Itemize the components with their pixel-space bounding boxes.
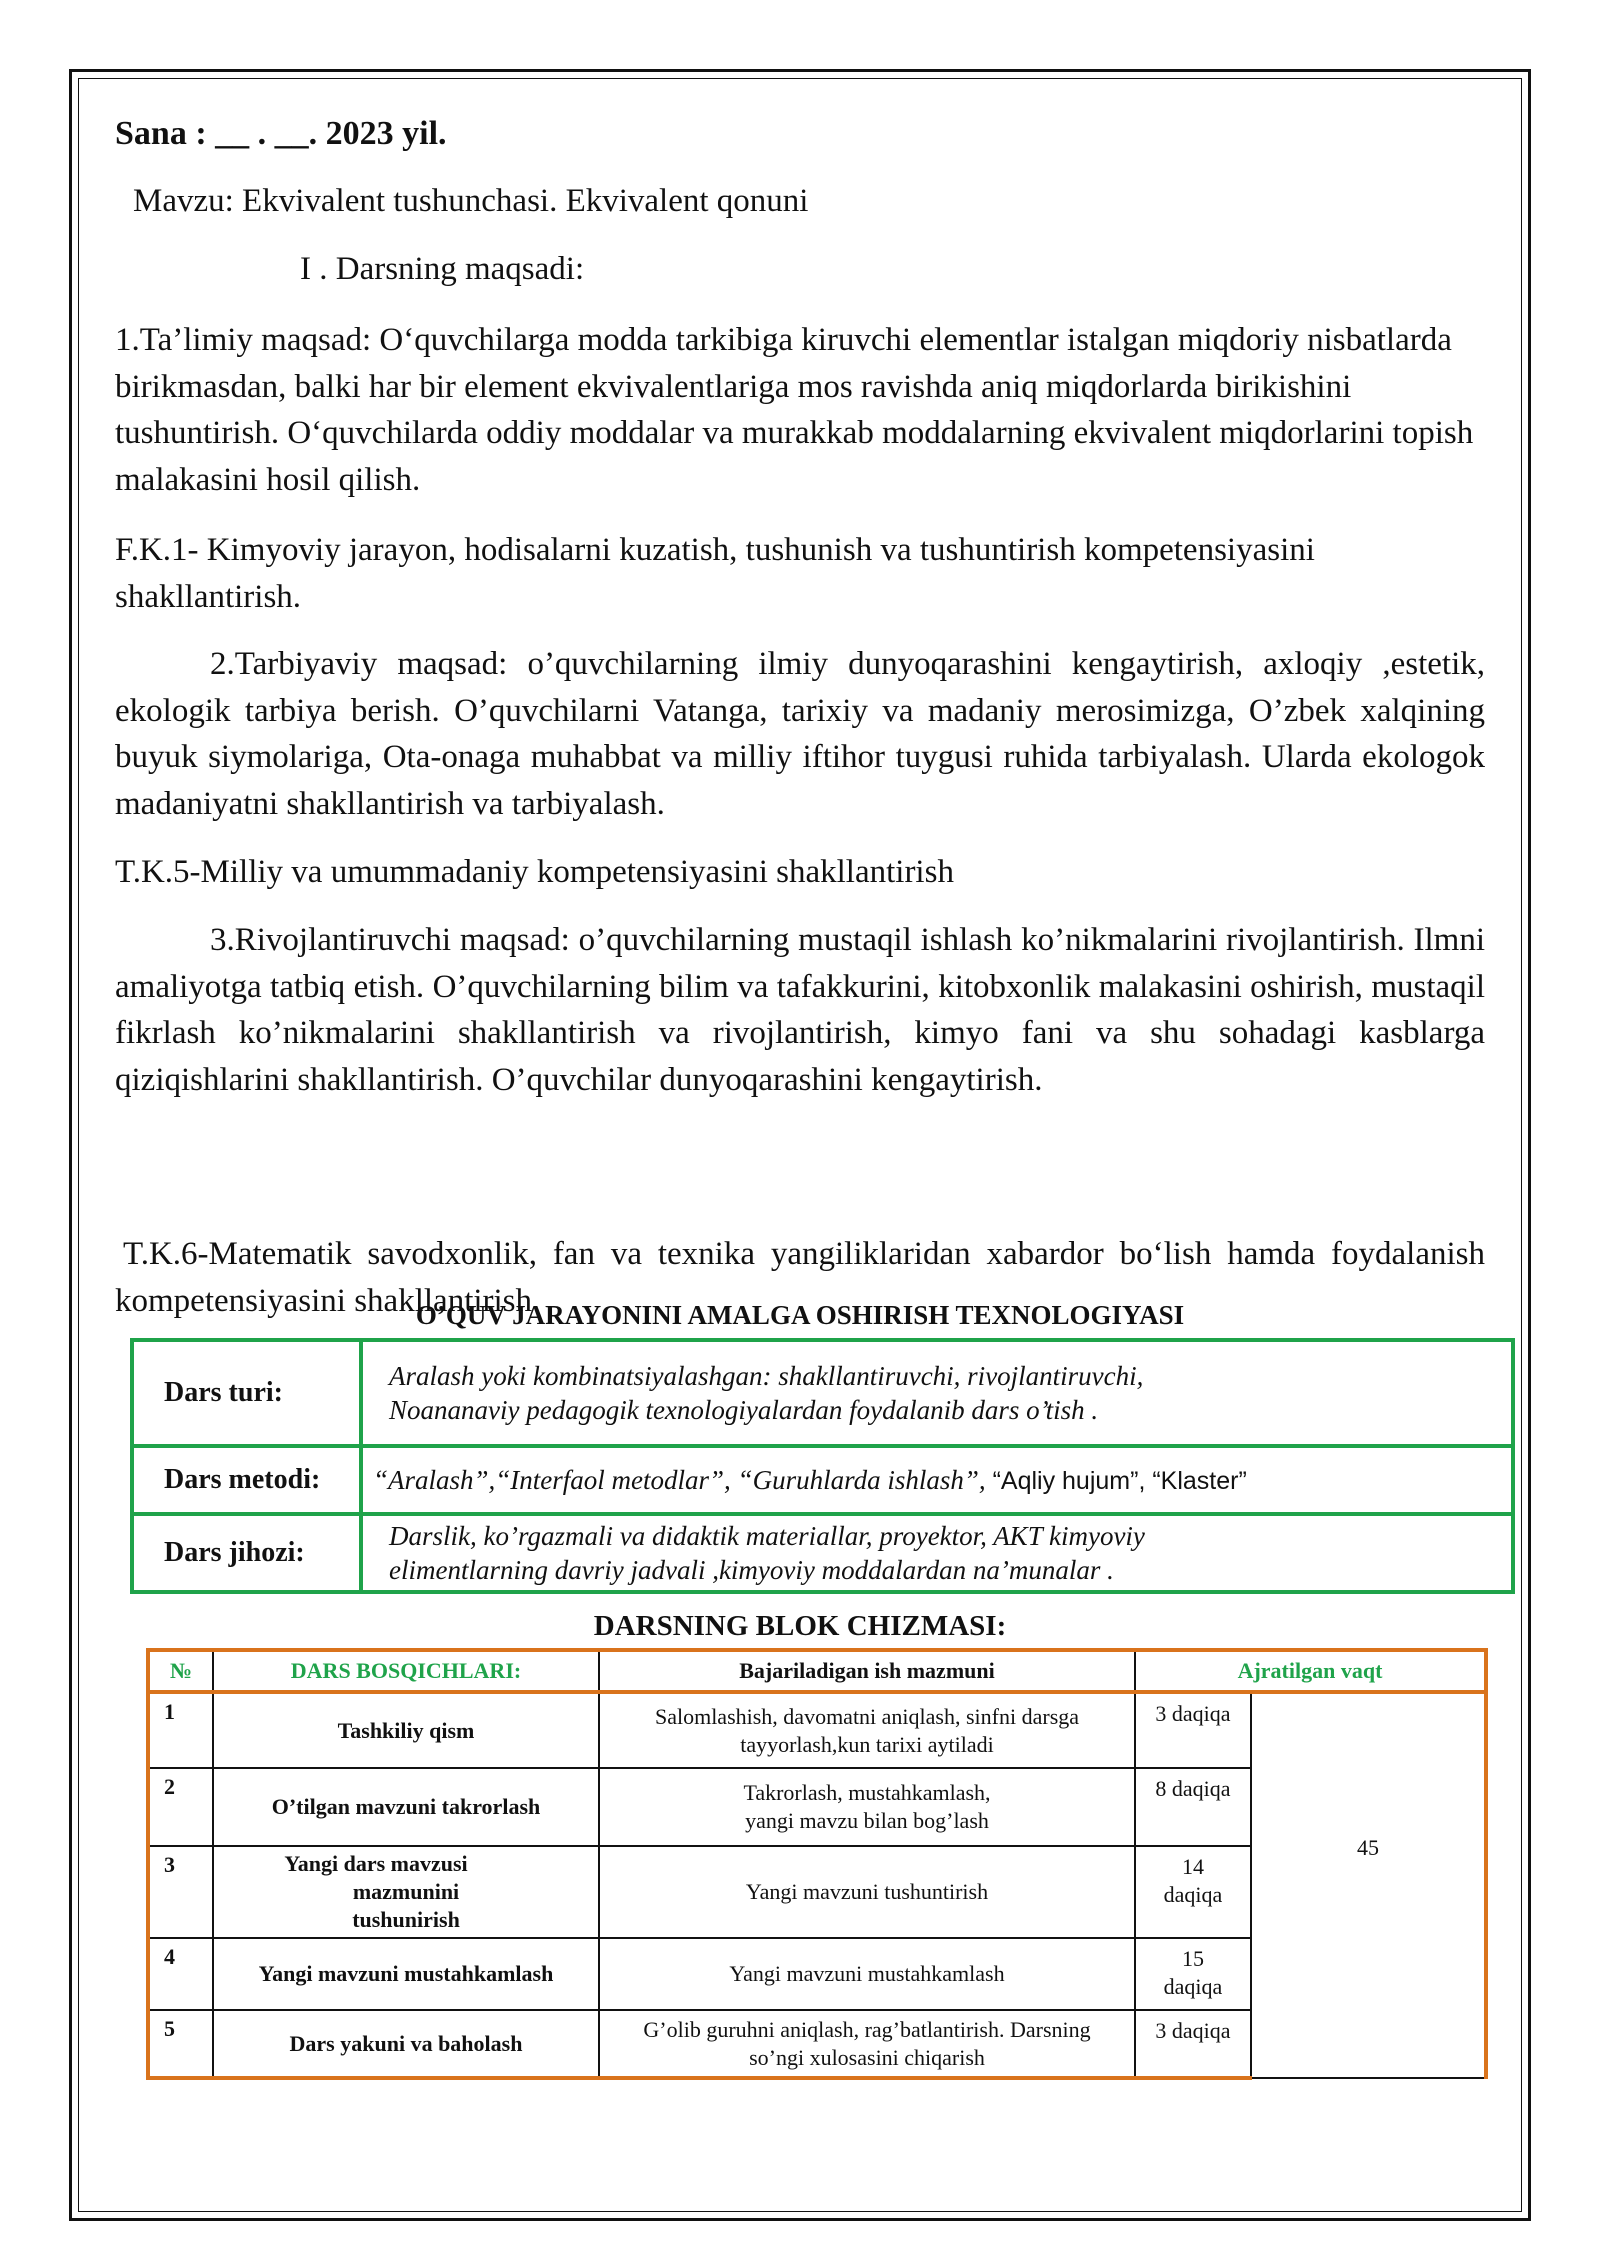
lesson-type-label: Dars turi: [132, 1340, 361, 1446]
lesson-method-label: Dars metodi: [132, 1446, 361, 1514]
lesson-block-table [146, 1648, 1488, 2080]
row-stage-line: Yangi dars mavzusi [284, 1851, 468, 1876]
row-num: 3 [148, 1846, 213, 1938]
lesson-method-value [361, 1446, 1513, 1514]
header-content: Bajariladigan ish mazmuni [599, 1650, 1135, 1692]
fk1-competence: F.K.1- Kimyoviy jarayon, hodisalarni kuzatish, tushunish va tushuntirish kompetensiyasini shakllantirish. [115, 532, 1315, 615]
row-time [1135, 1846, 1251, 1938]
row-content: Yangi mavzuni tushuntirish [599, 1846, 1135, 1938]
row-time-line: daqiqa [1163, 1882, 1223, 1907]
lesson-type-line: Noananaviy pedagogik texnologiyalardan foydalanib dars o’tish . [389, 1395, 1099, 1425]
row-stage-line: tushunirish [352, 1907, 460, 1932]
header-time: Ajratilgan vaqt [1135, 1650, 1486, 1692]
total-time: 45 [1251, 1692, 1486, 2078]
row-content: Yangi mavzuni mustahkamlash [599, 1938, 1135, 2010]
table-row [132, 1340, 1513, 1446]
method-text-serif: “Aralash”,“Interfaol metodlar”, “Guruhlarda ishlash”, [373, 1464, 986, 1495]
header-stages: DARS BOSQICHLARI: [213, 1650, 599, 1692]
lesson-equipment-label: Dars jihozi: [132, 1514, 361, 1592]
method-text-sans: “Aqliy hujum”, “Klaster” [985, 1466, 1247, 1495]
row-content-line: tayyorlash,kun tarixi aytiladi [740, 1731, 994, 1757]
row-content [599, 1692, 1135, 1768]
row-stage: Yangi mavzuni mustahkamlash [213, 1938, 599, 2010]
row-stage: Dars yakuni va baholash [213, 2010, 599, 2078]
row-content [599, 1768, 1135, 1846]
lesson-equipment-value [361, 1514, 1513, 1592]
row-content-line: Takrorlash, mustahkamlash, [743, 1780, 991, 1805]
row-time-line: 14 [1182, 1854, 1204, 1879]
row-stage-line: mazmunini [352, 1879, 460, 1904]
row-time: 3 daqiqa [1135, 2010, 1251, 2078]
row-time [1135, 1938, 1251, 2010]
upbringing-goal: 2.Tarbiyaviy maqsad: o’quvchilarning ilmiy dunyoqarashini kengaytirish, axloqiy ,estetik, ekologik tarbiya berish. O’quvchilarni Vatanga, tarixiy va madaniy merosimizga, O’zbek xalqining buyuk siymolariga, Ota-onaga muhabbat va milliy iftihor tuygusi ruhida tarbiyalash. Ularda ekologok madaniyatni shakllantirish va tarbiyalash. [115, 646, 1485, 822]
row-content-line: so’ngi xulosasini chiqarish [749, 2044, 985, 2070]
row-content-line: Salomlashish, davomatni aniqlash, sinfni darsga [654, 1703, 1080, 1729]
equipment-line: Darslik, ko’rgazmali va didaktik materiallar, proyektor, AKT kimyoviy [389, 1521, 1145, 1551]
row-time: 8 daqiqa [1135, 1768, 1251, 1846]
row-num: 1 [148, 1692, 213, 1768]
table-row [148, 1692, 1486, 1768]
table-row [132, 1514, 1513, 1592]
goals-heading: I . Darsning maqsadi: [300, 251, 585, 287]
topic-line: Mavzu: Ekvivalent tushunchasi. Ekvivalent qonuni [133, 183, 809, 219]
table-row [132, 1446, 1513, 1514]
row-num: 4 [148, 1938, 213, 2010]
date-line: Sana : __ . __. 2023 yil. [115, 115, 447, 152]
table-header-row [148, 1650, 1486, 1692]
tk5-competence: T.K.5-Milliy va umummadaniy kompetensiyasini shakllantirish [115, 854, 954, 890]
row-time-line: daqiqa [1163, 1974, 1223, 1999]
row-num: 2 [148, 1768, 213, 1846]
row-content [599, 2010, 1135, 2078]
row-stage: Tashkiliy qism [213, 1692, 599, 1768]
row-content-line: yangi mavzu bilan bog’lash [745, 1808, 989, 1833]
row-time: 3 daqiqa [1135, 1692, 1251, 1768]
row-content-line: G’olib guruhni aniqlash, rag’batlantirish. Darsning [643, 2016, 1091, 2042]
row-stage: O’tilgan mavzuni takrorlash [213, 1768, 599, 1846]
technology-table [130, 1338, 1515, 1594]
lesson-type-line: Aralash yoki kombinatsiyalashgan: shakllantiruvchi, rivojlantiruvchi, [389, 1361, 1144, 1391]
row-stage [213, 1846, 599, 1938]
technology-title: O’QUV JARAYONINI AMALGA OSHIRISH TEXNOLOGIYASI [415, 1300, 1185, 1330]
equipment-line: elimentlarning davriy jadvali ,kimyoviy moddalardan na’munalar . [389, 1555, 1114, 1585]
lesson-type-value [361, 1340, 1513, 1446]
tk6-competence: T.K.6-Matematik savodxonlik, fan va texnika yangiliklaridan xabardor bo‘lish hamda foydalanish kompetensiyasini shakllantirish [115, 1236, 1485, 1319]
educational-goal: 1.Ta’limiy maqsad: O‘quvchilarga modda tarkibiga kiruvchi elementlar istalgan miqdoriy nisbatlarda birikmasdan, balki har bir element ekvivalentlariga mos ravishda aniq miqdorlarda birikishini tushuntirish. O‘quvchilarda oddiy moddalar va murakkab moddalarning ekvivalent miqdorlarini topish malakasini hosil qilish. [115, 322, 1474, 498]
row-time-line: 15 [1182, 1946, 1204, 1971]
header-num: № [148, 1650, 213, 1692]
developmental-goal: 3.Rivojlantiruvchi maqsad: o’quvchilarning mustaqil ishlash ko’nikmalarini rivojlantirish. Ilmni amaliyotga tatbiq etish. O’quvchilarning bilim va tafakkurini, kitobxonlik malakasini oshirish, mustaqil fikrlash ko’nikmalarini shakllantirish va rivojlantirish, kimyo fani va shu sohadagi kasblarga qiziqishlarini shakllantirish. O’quvchilar dunyoqarashini kengaytirish. [115, 922, 1485, 1098]
row-num: 5 [148, 2010, 213, 2078]
block-diagram-title: DARSNING BLOK CHIZMASI: [593, 1610, 1007, 1642]
